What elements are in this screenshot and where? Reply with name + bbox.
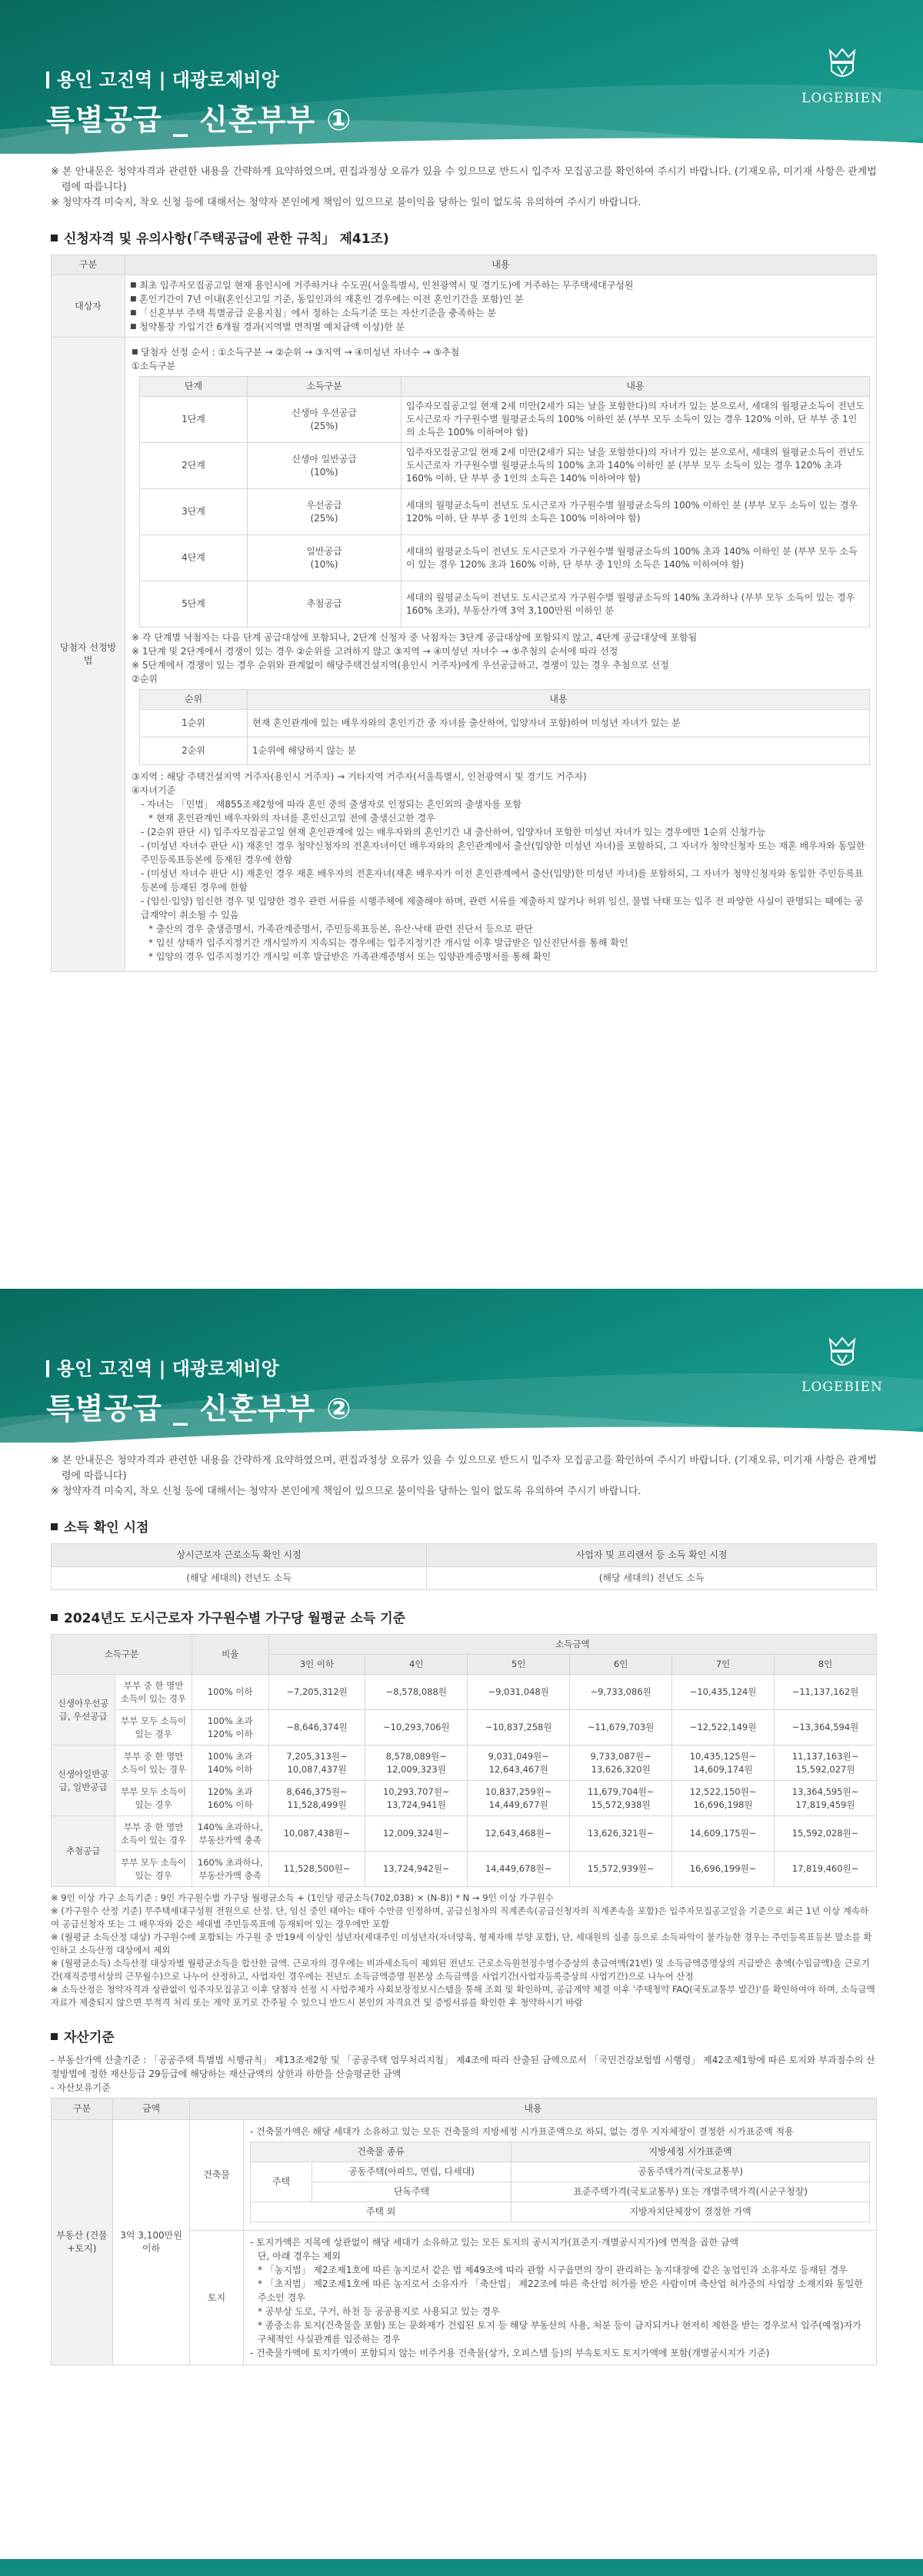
income-value: ~9,031,048원 xyxy=(468,1675,570,1710)
income-value: 10,087,438원~ xyxy=(268,1816,365,1852)
income-sub-label: 부부 모두 소득이 있는 경우 xyxy=(115,1852,192,1887)
land-lines: - 토지가액은 지목에 상관없이 해당 세대가 소유하고 있는 모든 토지의 공시지가(표준지·개별공시지가)에 면적을 곱한 금액 단, 아래 경우는 제외 * 「농지법」 제2조제1호에 따른 농지로서 같은 법 제49조에 따라 관할 시구읍면의 장이 관리하는 농지대장에 같은 농업인과 소유자로 등재된 경우 * 「초지법」 제2조제1호에 따른 농지로서 소유자가 「축산법」 제22조에 따른 축산업 허가를 받은 사람이며 축산업 허가증의 사업장 소재지와 동일한 주소인 경우 * 공부상 도로, 구거, 하천 등 공공용지로 사용되고 있는 경우 * 종중소유 토지(건축물을 포함) 또는 문화재가 건립된 토지 등 해당 부동산의 사용, 처분 등이 금지되거나 현저히 제한을 받는 경우로서 입주(예정)자가 구체적인 사실관계를 입증하는 경우 - 건축물가액에 토지가액이 포함되지 않는 비주거용 건축물(상가, 오피스텔 등)의 부속토지도 토지가액에 포함(개별공시지가 기준) xyxy=(250,2237,863,2358)
income-standard-table: 소득구분 비율 소득금액 3인 이하 4인 5인 6인 7인 8인 신생아우선공급, 우선공급 부부 중 한 명만 소득이 있는 경우 100% 이하 ~7,205,312원 ~8,578,088원 ~9,031,048원 ~9,733,086원 ~10,435,124원 ~11,137,162원 부부 모두 소득이 있는 경우 100% 초과 120% 이하 ~8,646,374원 ~10,293,706원 ~10,837,258원 ~11,679,703원 ~12,522,149원 ~13,364,594원 신생아일반공급, 일반공급 부부 중 한 명만 소득이 있는 경우 100% 초과 140% 이하 7,205,313원~ 10,087,437원 8,578,089원~ 12,009,323원 9,031,049원~ 12,643,467원 9,733,087원~ 13,626,320원 10,435,125원~ 14,609,174원 11,137,163원~ 15,592,027원 부부 모두 소득이 있는 경우 120% 초과 160% 이하 8,646,375원~ 11,528,499원 10,293,707원~ 13,724,941원 10,837,259원~ 14,449,677원 11,679,704원~ 15,572,938원 12,522,150원~ 16,696,198원 13,364,595원~ 17,819,459원 추첨공급 부부 중 한 명만 소득이 있는 경우 140% 초과하나, 부동산가액 충족 10,087,438원~ 12,009,324원~ 12,643,468원~ 13,626,321원~ 14,609,175원~ 15,592,028원~ 부부 모두 소득이 있는 경우 160% 초과하나, 부동산가액 충족 11,528,500원~ 13,724,942원~ 14,449,678원~ 15,572,939원~ 16,696,199원~ 17,819,460원~ xyxy=(51,1634,877,1887)
income-value: ~10,293,706원 xyxy=(365,1710,468,1746)
section-heading-income-std: 2024년도 도시근로자 가구원수별 가구당 월평균 소득 기준 xyxy=(51,1607,877,1626)
income-row xyxy=(52,1746,877,1781)
section-heading-income-time: 소득 확인 시점 xyxy=(51,1516,877,1536)
income-group-label: 추첨공급 xyxy=(52,1816,115,1887)
income-value: 13,364,595원~ 17,819,459원 xyxy=(775,1781,877,1816)
income-value: 12,522,150원~ 16,696,198원 xyxy=(672,1781,775,1816)
income-time-table: 상시근로자 근로소득 확인 시점 사업자 및 프리랜서 등 소득 확인 시점 (해당 세대의) 전년도 소득 (해당 세대의) 전년도 소득 xyxy=(51,1543,877,1590)
income-row xyxy=(52,1852,877,1887)
income-value: 9,031,049원~ 12,643,467원 xyxy=(468,1746,570,1781)
income-value: 14,449,678원~ xyxy=(468,1852,570,1887)
income-value: ~11,137,162원 xyxy=(775,1675,877,1710)
income-value: 12,009,324원~ xyxy=(365,1816,468,1852)
income-value: ~12,522,149원 xyxy=(672,1710,775,1746)
qualification-table: 구분 내용 대상자 ■ 최초 입주자모집공고일 현재 용인시에 거주하거나 수도권(서울특별시, 인천광역시 및 경기도)에 거주하는 무주택세대구성원 ■ 혼인기간이 7년 이내(혼인신고일 기준, 동일인과의 재혼인 경우에는 이전 혼인기간을 포함)인 분 ■ 「신혼부부 주택 특별공급 운용지침」에서 정하는 소득기준 또는 자산기준을 충족하는 분 ■ 청약통장 가입기간 6개월 경과(지역별 면적별 예치금액 이상)한 분 당첨자 선정방법 ■ 당첨자 선정 순서 : ①소득구분 → ②순위 → ③지역 → ④미성년 자녀수 → ⑤추첨 ①소득구분 단계 소득구분 내용 1단계 신생아 우선공급 (25%) 입주자모집공고일 현재 2세 미만(2세가 되는 날을 포함한다)의 자녀가 있는 분으로서, 세대의 월평균소득이 전년도 도시근로자 가구원수별 월평균소득의 100% 이하인 분 (부부 모두 소득이 있는 경우 120% 이하, 단 부부 중 1인의 소득은 100% 이하여야 함) 2단계 신생아 일반공급 (10%) 입주자모집공고일 현재 2세 미만(2세가 되는 날을 포함한다)의 자녀가 있는 분으로서, 세대의 월평균소득이 전년도 도시근로자 가구원수별 월평균소득의 100% 초과 140% 이하인 분 (부부 모두 소득이 있는 경우 120% 초과 160% 이하, 단 부부 중 1인의 소득은 140% 이하여야 함) 3단계 우선공급 (25%) 세대의 월평균소득이 전년도 도시근로자 가구원수별 월평균소득의 100% 이하인 분 (부부 모두 소득이 있는 경우 120% 이하, 단 부부 중 1인의 소득은 100% 이하여야 함) 4단계 일반공급 (10%) 세대의 월평균소득이 전년도 도시근로자 가구원수별 월평균소득의 100% 초과 140% 이하인 분 (부부 모두 소득이 있는 경우 120% 초과 160% 이하, 단 부부 중 1인의 소득은 140% 이하여야 함) 5단계 추첨공급 세대의 월평균소득이 전년도 도시근로자 가구원수별 월평균소득의 140% 초과하나 (부부 모두 소득이 있는 경우 160% 초과), 부동산가액 3억 3,100만원 이하인 분 ※ 각 단계별 낙첨자는 다음 단계 공급대상에 포함되나, 2단계 신청자 중 낙첨자는 3단계 공급대상에 포함되지 않고, 4단계 공급대상에 포함됨 ※ 1단계 및 2단계에서 경쟁이 있는 경우 ②순위를 고려하지 않고 ③지역 → ④미성년 자녀수 → ⑤추첨의 순서에 따라 선정 ※ 5단계에서 경쟁이 있는 경우 순위와 관계없이 해당주택건설지역(용인시 거주자)에게 우선공급하고, 경쟁이 있는 경우 추첨으로 선정 ②순위 순위 내용 1순위 현재 혼인관계에 있는 배우자와의 혼인기간 중 자녀를 출산하여, 입양자녀 포함)하여 미성년 자녀가 있는 분 2순위 1순위에 해당하지 않는 분 ③지역 : 해당 주택건설지역 거주자(용인시 거주자) → 기타지역 거주자(서울특별시, 인천광역시 및 경기도 거주자) ④자녀기준 - 자녀는 「민법」 제855조제2항에 따라 혼인 중의 출생자로 인정되는 혼인외의 출생자를 포함 * 현재 혼인관계인 배우자와의 자녀를 혼인신고일 전에 출생신고한 경우 - (2순위 판단 시) 입주자모집공고일 현재 혼인관계에 있는 배우자와의 혼인기간 내 출산하여, 입양자녀 포함한 미성년 자녀가 있는 경우에만 1순위 신청가능 - (미성년 자녀수 판단 시) 재혼인 경우 청약신청자의 전혼자녀이던 배우자와의 혼인관계에서 출산(입양한 미성년 자녀)를 포함하되, 그 자녀가 청약신청자 또는 재혼 배우자와 동일한 주민등록표등본에 등재된 경우에 한함 - (미성년 자녀수 판단 시) 재혼인 경우 재혼 배우자의 전혼자녀(재혼 배우자가 이전 혼인관계에서 출산(입양)한 미성년 자녀)를 포함하되, 그 자녀가 청약신청자와 동일한 주민등록표등본에 등재된 경우에 한함 - (임신·입양) 임신한 경우 및 입양한 경우 관련 서류를 시행주체에 제출해야 하며, 관련 서류를 제출하지 않거나 허위 임신, 불법 낙태 또는 입주 전 파양한 사실이 판명되는 때에는 공급계약이 취소될 수 있음 * 출산의 경우 출생증명서, 가족관계증명서, 주민등록표등본, 유산·낙태 관련 진단서 등으로 판단 * 입신 상태가 입주지정기간 개시일까지 지속되는 경우에는 입주지정기간 개시일 이후 발급받은 임신진단서를 통해 확인 * 입양의 경우 입주지정기간 개시일 이후 발급받은 가족관계증명서 또는 입양관계증명서를 통해 확인 xyxy=(51,255,877,972)
income-row xyxy=(52,1781,877,1816)
header-subtitle-2: 용인 고진역 | 대광로제비앙 xyxy=(46,1353,279,1380)
income-value: ~9,733,086원 xyxy=(570,1675,672,1710)
page-header xyxy=(0,0,923,154)
income-ratio: 100% 초과 120% 이하 xyxy=(192,1710,268,1746)
asset-intro: - 부동산가액 산출기준 : 「공공주택 특별법 시행규칙」 제13조제2항 및 「공공주택 업무처리지침」 제4조에 따라 산출된 금액으로서 「국민건강보험법 시행령」 제42조제1항에 따른 토지와 부과점수의 산정방법에 정한 재산등급 29등급에 해당하는 재산금액의 상한과 하한을 산술평균한 금액 - 자산보유기준 xyxy=(51,2055,875,2093)
income-value: 7,205,313원~ 10,087,437원 xyxy=(268,1746,365,1781)
income-row xyxy=(52,1710,877,1746)
footer-bar xyxy=(0,2559,923,2576)
income-sub-label: 부부 중 한 명만 소득이 있는 경우 xyxy=(115,1675,192,1710)
income-row xyxy=(52,1675,877,1710)
rank-table: 순위 내용 1순위 현재 혼인관계에 있는 배우자와의 혼인기간 중 자녀를 출산하여, 입양자녀 포함)하여 미성년 자녀가 있는 분 2순위 1순위에 해당하지 않는 분 xyxy=(139,689,870,765)
income-sub-label: 부부 중 한 명만 소득이 있는 경우 xyxy=(115,1816,192,1852)
income-value: ~7,205,312원 xyxy=(268,1675,365,1710)
income-ratio: 140% 초과하나, 부동산가액 충족 xyxy=(192,1816,268,1852)
income-sub-label: 부부 모두 소득이 있는 경우 xyxy=(115,1781,192,1816)
income-ratio: 160% 초과하나, 부동산가액 충족 xyxy=(192,1852,268,1887)
income-value: 11,137,163원~ 15,592,027원 xyxy=(775,1746,877,1781)
income-group-label: 신생아우선공급, 우선공급 xyxy=(52,1675,115,1746)
header-subtitle: 용인 고진역 | 대광로제비앙 xyxy=(46,65,279,92)
crest-icon xyxy=(825,1335,859,1372)
income-value: 13,626,321원~ xyxy=(570,1816,672,1852)
target-list: ■ 최초 입주자모집공고일 현재 용인시에 거주하거나 수도권(서울특별시, 인천광역시 및 경기도)에 거주하는 무주택세대구성원 ■ 혼인기간이 7년 이내(혼인신고일 기준, 동일인과의 재혼인 경우에는 이전 혼인기간을 포함)인 분 ■ 「신혼부부 주택 특별공급 운용지침」에서 정하는 소득기준 또는 자산기준을 충족하는 분 ■ 청약통장 가입기간 6개월 경과(지역별 면적별 예치금액 이상)한 분 xyxy=(130,278,871,334)
crest-icon xyxy=(825,46,859,83)
stage-table: 단계 소득구분 내용 1단계 신생아 우선공급 (25%) 입주자모집공고일 현재 2세 미만(2세가 되는 날을 포함한다)의 자녀가 있는 분으로서, 세대의 월평균소득이 전년도 도시근로자 가구원수별 월평균소득의 100% 이하인 분 (부부 모두 소득이 있는 경우 120% 이하, 단 부부 중 1인의 소득은 100% 이하여야 함) 2단계 신생아 일반공급 (10%) 입주자모집공고일 현재 2세 미만(2세가 되는 날을 포함한다)의 자녀가 있는 분으로서, 세대의 월평균소득이 전년도 도시근로자 가구원수별 월평균소득의 100% 초과 140% 이하인 분 (부부 모두 소득이 있는 경우 120% 초과 160% 이하, 단 부부 중 1인의 소득은 140% 이하여야 함) 3단계 우선공급 (25%) 세대의 월평균소득이 전년도 도시근로자 가구원수별 월평균소득의 100% 이하인 분 (부부 모두 소득이 있는 경우 120% 이하, 단 부부 중 1인의 소득은 100% 이하여야 함) 4단계 일반공급 (10%) 세대의 월평균소득이 전년도 도시근로자 가구원수별 월평균소득의 100% 초과 140% 이하인 분 (부부 모두 소득이 있는 경우 120% 초과 160% 이하, 단 부부 중 1인의 소득은 140% 이하여야 함) 5단계 추첨공급 세대의 월평균소득이 전년도 도시근로자 가구원수별 월평균소득의 140% 초과하나 (부부 모두 소득이 있는 경우 160% 초과), 부동산가액 3억 3,100만원 이하인 분 xyxy=(139,376,870,627)
income-value: 15,572,939원~ xyxy=(570,1852,672,1887)
income-value: 12,643,468원~ xyxy=(468,1816,570,1852)
page-title-2: 특별공급 _ 신혼부부 ② xyxy=(46,1392,352,1426)
income-value: 17,819,460원~ xyxy=(775,1852,877,1887)
income-value: 15,592,028원~ xyxy=(775,1816,877,1852)
income-ratio: 120% 초과 160% 이하 xyxy=(192,1781,268,1816)
income-ratio: 100% 이하 xyxy=(192,1675,268,1710)
income-group-label: 신생아일반공급, 일반공급 xyxy=(52,1746,115,1816)
brand-logo-2: LOGEBIEN xyxy=(800,1335,885,1395)
page-header-2 xyxy=(0,1289,923,1443)
income-value: ~8,646,374원 xyxy=(268,1710,365,1746)
child-criteria: - 자녀는 「민법」 제855조제2항에 따라 혼인 중의 출생자로 인정되는 혼인외의 출생자를 포함 * 현재 혼인관계인 배우자와의 자녀를 혼인신고일 전에 출생신고한 경우 - (2순위 판단 시) 입주자모집공고일 현재 혼인관계에 있는 배우자와의 혼인기간 내 출산하여, 입양자녀 포함한 미성년 자녀가 있는 경우에만 1순위 신청가능 - (미성년 자녀수 판단 시) 재혼인 경우 청약신청자의 전혼자녀이던 배우자와의 혼인관계에서 출산(입양한 미성년 자녀)를 포함하되, 그 자녀가 청약신청자 또는 재혼 배우자와 동일한 주민등록표등본에 등재된 경우에 한함 - (미성년 자녀수 판단 시) 재혼인 경우 재혼 배우자의 전혼자녀(재혼 배우자가 이전 혼인관계에서 출산(입양)한 미성년 자녀)를 포함하되, 그 자녀가 청약신청자와 동일한 주민등록표등본에 등재된 경우에 한함 - (임신·입양) 임신한 경우 및 입양한 경우 관련 서류를 시행주체에 제출해야 하며, 관련 서류를 제출하지 않거나 허위 임신, 불법 낙태 또는 입주 전 파양한 사실이 판명되는 때에는 공급계약이 취소될 수 있음 * 출산의 경우 출생증명서, 가족관계증명서, 주민등록표등본, 유산·낙태 관련 진단서 등으로 판단 * 입신 상태가 입주지정기간 개시일까지 지속되는 경우에는 입주지정기간 개시일 이후 발급받은 임신진단서를 통해 확인 * 입양의 경우 입주지정기간 개시일 이후 발급받은 가족관계증명서 또는 입양관계증명서를 통해 확인 xyxy=(141,799,865,962)
income-sub-label: 부부 모두 소득이 있는 경우 xyxy=(115,1710,192,1746)
income-value: ~8,578,088원 xyxy=(365,1675,468,1710)
income-value: ~11,679,703원 xyxy=(570,1710,672,1746)
building-table: 건축물 종류 지방세정 시가표준액 주택 공동주택(아파트, 연립, 다세대) 공동주택가격(국토교통부) 단독주택 표준주택가격(국토교통부) 또는 개별주택가격(시군구청장) 주택 외 지방자치단체장이 결정한 가액 xyxy=(250,2142,870,2222)
income-value: 11,679,704원~ 15,572,938원 xyxy=(570,1781,672,1816)
income-value: 10,293,707원~ 13,724,941원 xyxy=(365,1781,468,1816)
stage-notes: ※ 각 단계별 낙첨자는 다음 단계 공급대상에 포함되나, 2단계 신청자 중 낙첨자는 3단계 공급대상에 포함되지 않고, 4단계 공급대상에 포함됨 ※ 1단계 및 2단계에서 경쟁이 있는 경우 ②순위를 고려하지 않고 ③지역 → ④미성년 자녀수 → ⑤추첨의 순서에 따라 선정 ※ 5단계에서 경쟁이 있는 경우 순위와 관계없이 해당주택건설지역(용인시 거주자)에게 우선공급하고, 경쟁이 있는 경우 추첨으로 선정 xyxy=(132,632,698,671)
income-value: ~10,837,258원 xyxy=(468,1710,570,1746)
page-2 xyxy=(0,1289,923,2576)
income-value: 9,733,087원~ 13,626,320원 xyxy=(570,1746,672,1781)
income-value: 8,646,375원~ 11,528,499원 xyxy=(268,1781,365,1816)
income-value: 14,609,175원~ xyxy=(672,1816,775,1852)
income-notes: ※ 9인 이상 가구 소득기준 : 9인 가구원수별 가구당 월평균소득 + (1인당 평균소득(702,038) × (N-8)) * N → 9인 이상 가구원수 ※ (가구원수 산정 기준) 무주택세대구성원 전원으로 산정. 단, 임신 중인 태아는 태아 수만큼 인정하며, 공급신청자의 직계존속(공급신청자의 직계존속을 포함)은 입주자모집공고일을 기준으로 최근 1년 이상 계속하여 공급신청자 또는 그 배우자와 같은 세대별 주민등록표에 등재되어 있는 경우에만 포함 ※ (월평균 소득산정 대상) 가구원수에 포함되는 가구원 중 만19세 이상인 성년자(세대주인 미성년자(자녀양육, 형제자매 부양 포함), 단, 세대원의 실종 등으로 소득파악이 불가능한 경우는 주민등록표등본 말소를 확인하고 소득산정 대상에서 제외 ※ (월평균소득) 소득산정 대상자별 월평균소득을 합산한 금액. 근로자의 경우에는 비과세소득이 제외된 전년도 근로소득원천징수영수증상의 총급여액(21번) 및 소득금액증명상의 지급받은 총액(수입금액)을 근로기간(재직증명서상의 근무월수)으로 나누어 산정하고, 사업자인 경우에는 전년도 소득금액증명 원본상 소득금액을 사업기간(사업자등록증상의 사업기간)으로 나누어 산정 ※ 소득산정은 청약자격과 상관없이 입주자모집공고 이후 당첨자 선정 시 사업주체가 사회보장정보시스템을 통해 조회 및 확인하며, 공급계약 체결 이후 '주택청약 FAQ(국토교통부 발간)'를 확인하여야 하며, 소득금액 자료가 제출되지 않으면 부적격 처리 또는 계약 포기로 간주될 수 있으니 반드시 본인의 자격요건 및 증빙서류를 확인한 후 청약하시기 바람 xyxy=(51,1892,875,2008)
income-value: 8,578,089원~ 12,009,323원 xyxy=(365,1746,468,1781)
income-value: 13,724,942원~ xyxy=(365,1852,468,1887)
income-row xyxy=(52,1816,877,1852)
income-value: 11,528,500원~ xyxy=(268,1852,365,1887)
page-1 xyxy=(0,0,923,1246)
notice-list-2: ※ 본 안내문은 청약자격과 관련한 내용을 간략하게 요약하였으며, 편집과정상 오류가 있을 수 있으므로 반드시 입주자 모집공고를 확인하여 주시기 바랍니다. (기재오류, 미기재 사항은 관계법령에 따릅니다) ※ 청약자격 미숙지, 착오 신청 등에 대해서는 청약자 본인에게 책임이 있으므로 불이익을 당하는 일이 없도록 유의하여 주시기 바랍니다. xyxy=(51,1455,877,1497)
income-value: 10,837,259원~ 14,449,677원 xyxy=(468,1781,570,1816)
brand-logo: LOGEBIEN xyxy=(800,46,885,106)
notice-list: ※ 본 안내문은 청약자격과 관련한 내용을 간략하게 요약하였으며, 편집과정상 오류가 있을 수 있으므로 반드시 입주자 모집공고를 확인하여 주시기 바랍니다. (기재오류, 미기재 사항은 관계법령에 따릅니다) ※ 청약자격 미숙지, 착오 신청 등에 대해서는 청약자 본인에게 책임이 있으므로 불이익을 당하는 일이 없도록 유의하여 주시기 바랍니다. xyxy=(51,166,877,208)
page-title: 특별공급 _ 신혼부부 ① xyxy=(46,103,352,137)
income-value: 10,435,125원~ 14,609,174원 xyxy=(672,1746,775,1781)
section-heading: 신청자격 및 유의사항(「주택공급에 관한 규칙」 제41조) xyxy=(51,228,877,247)
income-value: ~13,364,594원 xyxy=(775,1710,877,1746)
section-heading-asset: 자산기준 xyxy=(51,2026,877,2045)
income-ratio: 100% 초과 140% 이하 xyxy=(192,1746,268,1781)
income-sub-label: 부부 중 한 명만 소득이 있는 경우 xyxy=(115,1746,192,1781)
income-value: 16,696,199원~ xyxy=(672,1852,775,1887)
income-value: ~10,435,124원 xyxy=(672,1675,775,1710)
asset-table: 구분 금액 내용 부동산 (건물+토지) 3억 3,100만원 이하 건축물 - 건축물가액은 해당 세대가 소유하고 있는 모든 건축물의 지방세정 시가표준액으로 하되, 없는 경우 지자체장이 결정한 시가표준액 적용 건축물 종류 지방세정 시가표준액 주택 공동주택(아파트, 연립, 다세대) 공동주택가격(국토교통부) 단독주택 표준주택가격(국토교통부) 또는 개별주택가격(시군구청장) 주택 외 지방자치단체장이 결정한 가액 토지 - 토지가액은 지목에 상관없이 해당 세대가 소유하고 있는 모든 토지의 공시지가(표준지·개별공시지가)에 면적을 곱한 금액 단, 아래 경우는 제외 * 「농지법」 제2조제1호에 따른 농지로서 같은 법 제49조에 따라 관할 시구읍면의 장이 관리하는 농지대장에 같은 농업인과 소유자로 등재된 경우 * 「초지법」 제2조제1호에 따른 농지로서 소유자가 「축산법」 제22조에 따른 축산업 허가를 받은 사람이며 축산업 허가증의 사업장 소재지와 동일한 주소인 경우 * 공부상 도로, 구거, 하천 등 공공용지로 사용되고 있는 경우 * 종중소유 토지(건축물을 포함) 또는 문화재가 건립된 토지 등 해당 부동산의 사용, 처분 등이 금지되거나 현저히 제한을 받는 경우로서 입주(예정)자가 구체적인 사실관계를 입증하는 경우 - 건축물가액에 토지가액이 포함되지 않는 비주거용 건축물(상가, 오피스텔 등)의 부속토지도 토지가액에 포함(개별공시지가 기준) xyxy=(51,2098,877,2365)
